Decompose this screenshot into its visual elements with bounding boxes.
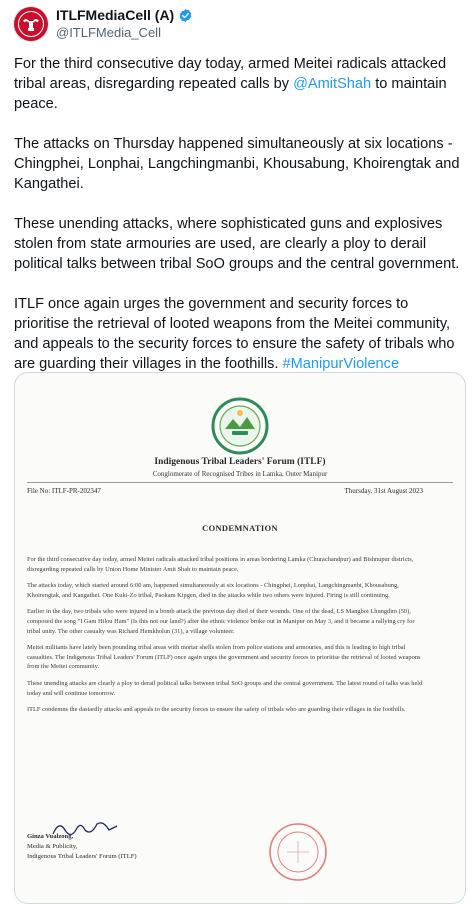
tweet-paragraph-3: These unending attacks, where sophisticated guns and explosives stolen from state armouries are used, are clearly a ploy to derail political talks between tribal SoO groups and the central government. [14,216,460,272]
file-number: File No: ITLF-PR-202347 [27,487,101,495]
press-release-document [15,373,465,903]
divider [27,482,453,483]
signatory-org: Indigenous Tribal Leaders' Forum (ITLF) [27,853,137,860]
document-paragraph: For the third consecutive day today, armed Meitei radicals attacked tribal positions in areas bordering Lamka (Churachandpur) and Bishnupur districts, disregarding repeated calls by Union Home Minister Amit Shah to maintain peace. [27,556,414,573]
signatory-role: Media & Publicity, [27,843,78,850]
verified-badge-icon [178,8,193,23]
document-paragraph: Meitei militants have lately been pounding tribal areas with mortar shells stolen from police stations and armouries, and this is leading to high tribal casualties. The Indigenous Tribal Leaders' Forum (ITLF) once again urges the government and security forces to prioritise the retrieval of looted weapons from the Meitei community. [27,644,421,671]
mithun-logo-icon [17,10,45,38]
document-date: Thursday, 31st August 2023 [344,487,423,495]
mention-link[interactable]: @AmitShah [293,76,372,92]
hashtag-link[interactable]: #ManipurViolence [282,356,400,372]
tweet-paragraph-2: The attacks on Thursday happened simultaneously at six locations - Chingphei, Lonphai, Langchingmanbi, Khousabung, Khoirengtak and Kangathei. [14,136,460,192]
document-heading: CONDEMNATION [202,523,278,533]
document-body [27,555,427,722]
avatar[interactable] [14,7,48,41]
org-title: Indigenous Tribal Leaders' Forum (ITLF) [154,457,326,467]
tweet-text-segment: For the third consecutive day today, armed Meitei radicals attacked tribal areas, disregarding repeated calls by [14,56,447,92]
document-paragraph: These unending attacks are clearly a ploy to derail political talks between tribal SoO groups and the central government. The latest round of talks was held today and will continue tomorrow. [27,679,423,697]
tweet-paragraph-4 [14,294,462,374]
tweet-text [14,54,462,394]
official-stamp-icon [267,821,329,883]
tweet-text-segment: to maintain peace. [14,76,447,112]
tweet-text-segment: ITLF once again urges the government and security forces to prioritise the retrieval of looted weapons from the Meitei community, and appeals to the security forces to ensure the safety of tribals who are guarding their villages in the foothills. [14,296,455,372]
attached-image[interactable] [14,372,466,904]
itlf-seal-icon [211,397,269,455]
account-handle[interactable]: @ITLFMedia_Cell [56,25,161,40]
document-paragraph: ITLF condemns the dastardly attacks and appeals to the security forces to ensure the safety of tribals who are guarding their villages in the foothills. [27,706,406,714]
signatory-name: Ginza Vualzong, [27,833,74,840]
org-subtitle: Conglomerate of Recognised Tribes in Lamka, Outer Manipur [152,470,328,478]
document-paragraph: The attacks today, which started around 6:00 am, happened simultaneously at six locations - Chingphei, Lonphai, Langchingmanbi, Khousabung, Khoirengtak, and Kangathei. One Kuki-Zo tribal, Paokam Kipgen, died in the attacks while two others were injured. Firing is still continuing. [27,582,399,599]
tweet-header [14,6,193,42]
display-name[interactable]: ITLFMediaCell (A) [56,7,175,23]
tweet-paragraph-1 [14,54,462,114]
document-paragraph: Earlier in the day, two tribals who were injured in a bomb attack the previous day died of their wounds. One of the dead, LS Mangboi Lhungdim (50), composed the song "I Gam Hilou Ham" (Is this not our land?) after the ethnic violence broke out in Manipur on May 3, and it became a rallying cry for tribal unity. The other casualty was Richard Hemkholun (31), a village volunteer. [27,608,415,635]
